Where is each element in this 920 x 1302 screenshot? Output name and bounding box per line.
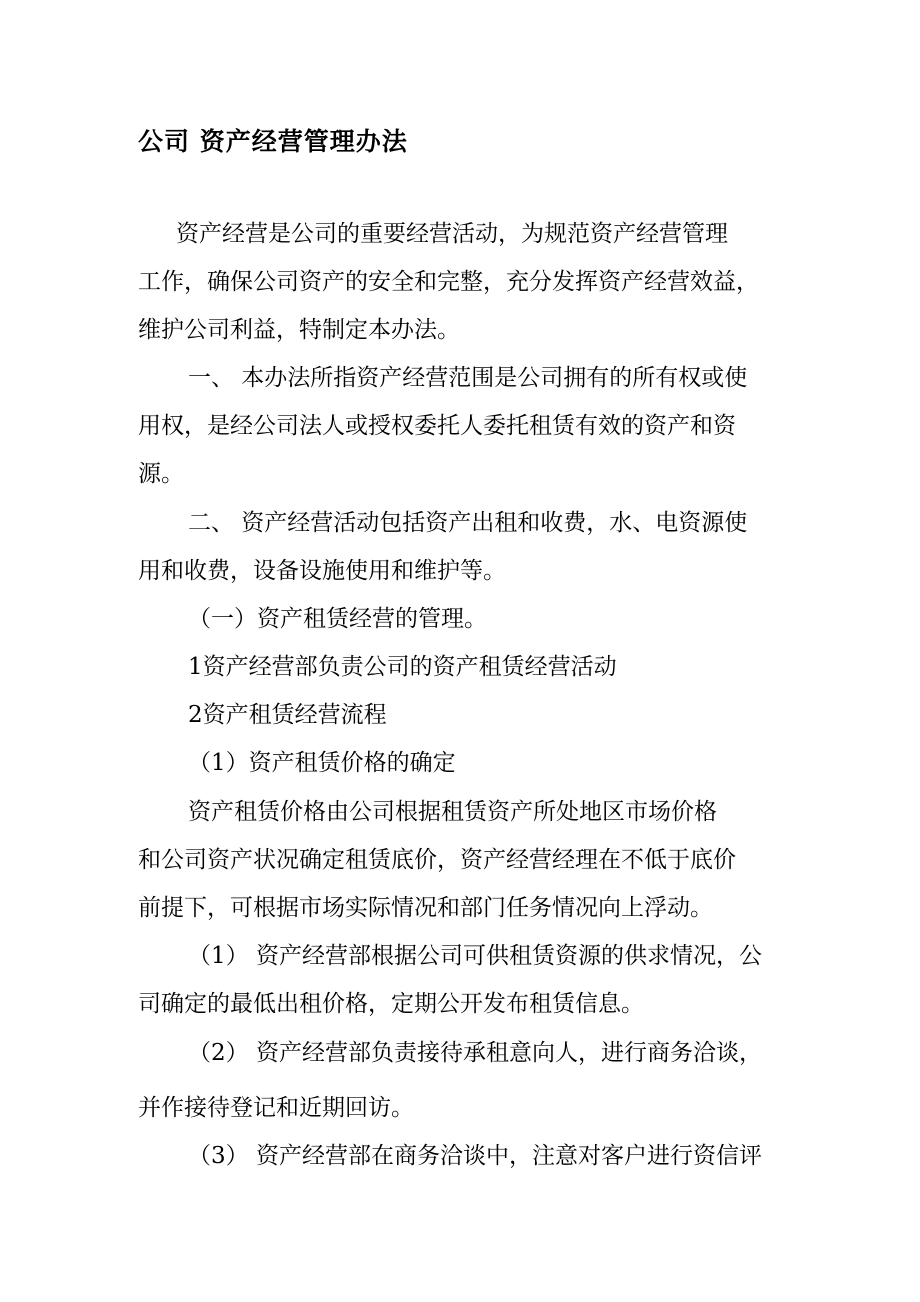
paragraph-line-2: 工作，确保公司资产的安全和完整，充分发挥资产经营效益，: [138, 269, 759, 295]
paragraph-line-16: （1） 资产经营部根据公司可供租赁资源的供求情况，公: [188, 943, 762, 969]
paragraph-line-7: 二、 资产经营活动包括资产出租和收费，水、电资源使: [188, 510, 748, 536]
paragraph-line-14: 和公司资产状况确定租赁底价，资产经营经理在不低于底价: [138, 847, 736, 873]
paragraph-line-8: 用和收费，设备设施使用和维护等。: [138, 558, 506, 584]
paragraph-line-18: （2） 资产经营部负责接待承租意向人，进行商务洽谈，: [188, 1040, 762, 1066]
paragraph-line-13: 资产租赁价格由公司根据租赁资产所处地区市场价格: [188, 799, 717, 825]
paragraph-line-12: （1）资产租赁价格的确定: [188, 750, 456, 776]
paragraph-line-11: 2资产租赁经营流程: [188, 702, 387, 728]
paragraph-line-15: 前提下，可根据市场实际情况和部门任务情况向上浮动。: [138, 895, 713, 921]
paragraph-line-10: 1资产经营部负责公司的资产租赁经营活动: [188, 654, 617, 680]
paragraph-line-9: （一）资产租赁经营的管理。: [188, 606, 487, 632]
paragraph-line-1: 资产经营是公司的重要经营活动，为规范资产经营管理: [176, 221, 728, 247]
paragraph-line-3: 维护公司利益，特制定本办法。: [138, 317, 460, 343]
paragraph-line-6: 源。: [138, 461, 184, 487]
paragraph-line-4: 一、 本办法所指资产经营范围是公司拥有的所有权或使: [188, 365, 748, 391]
paragraph-line-5: 用权，是经公司法人或授权委托人委托租赁有效的资产和资: [138, 413, 736, 439]
paragraph-line-17: 司确定的最低出租价格，定期公开发布租赁信息。: [138, 991, 644, 1017]
paragraph-line-20: （3） 资产经营部在商务洽谈中，注意对客户进行资信评: [188, 1143, 762, 1169]
paragraph-line-19: 并作接待登记和近期回访。: [138, 1095, 414, 1121]
document-title: 公司 资产经营管理办法: [138, 127, 408, 156]
